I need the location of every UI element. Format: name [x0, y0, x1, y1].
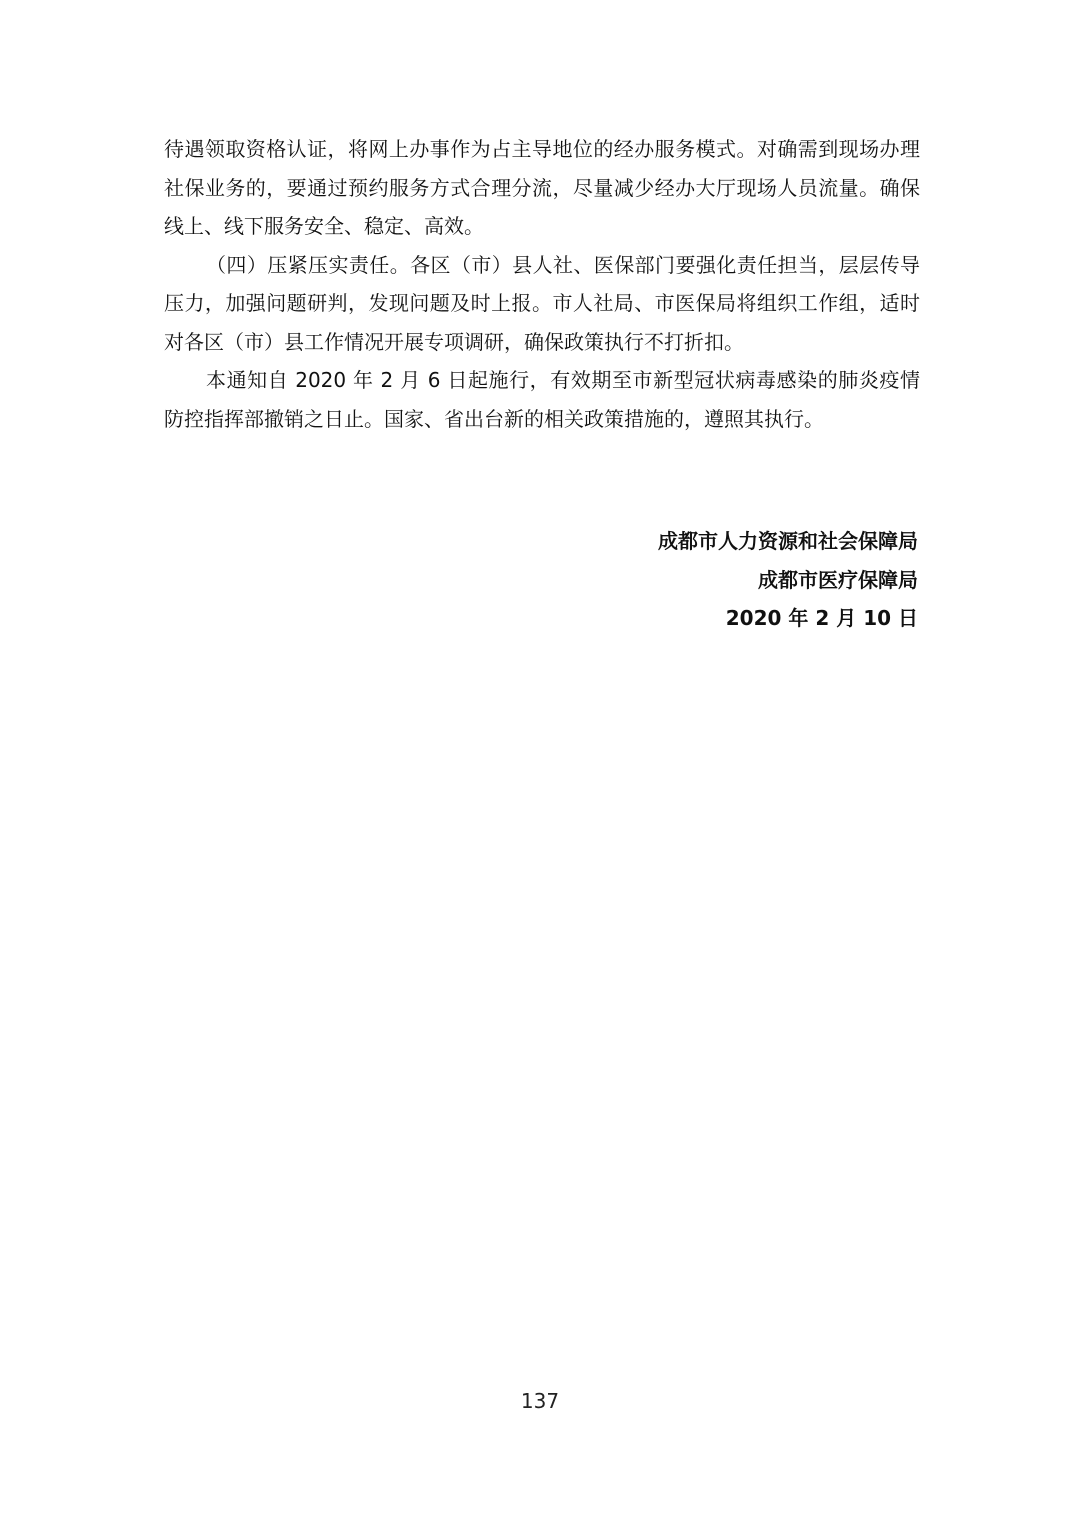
paragraph-effective-date: 本通知自 2020 年 2 月 6 日起施行，有效期至市新型冠状病毒感染的肺炎疫情防控指挥部撤销之日止。国家、省出台新的相关政策措施的，遵照其执行。: [164, 368, 920, 431]
page-number: 137: [520, 1389, 560, 1413]
signature-org-medical: 成都市医疗保障局: [758, 567, 918, 592]
signature-block: [658, 522, 918, 638]
signature-org-hr: 成都市人力资源和社会保障局: [658, 529, 918, 553]
signature-date: 2020 年 2 月 10 日: [725, 606, 918, 630]
body-text: [164, 130, 920, 438]
paragraph-continuation: 待遇领取资格认证，将网上办事作为占主导地位的经办服务模式。对确需到现场办理社保业务的，要通过预约服务方式合理分流，尽量减少经办大厅现场人员流量。确保线上、线下服务安全、稳定、高效。: [164, 137, 920, 238]
paragraph-section-four: （四）压紧压实责任。各区（市）县人社、医保部门要强化责任担当，层层传导压力，加强问题研判，发现问题及时上报。市人社局、市医保局将组织工作组，适时对各区（市）县工作情况开展专项调研，确保政策执行不打折扣。: [164, 252, 920, 354]
